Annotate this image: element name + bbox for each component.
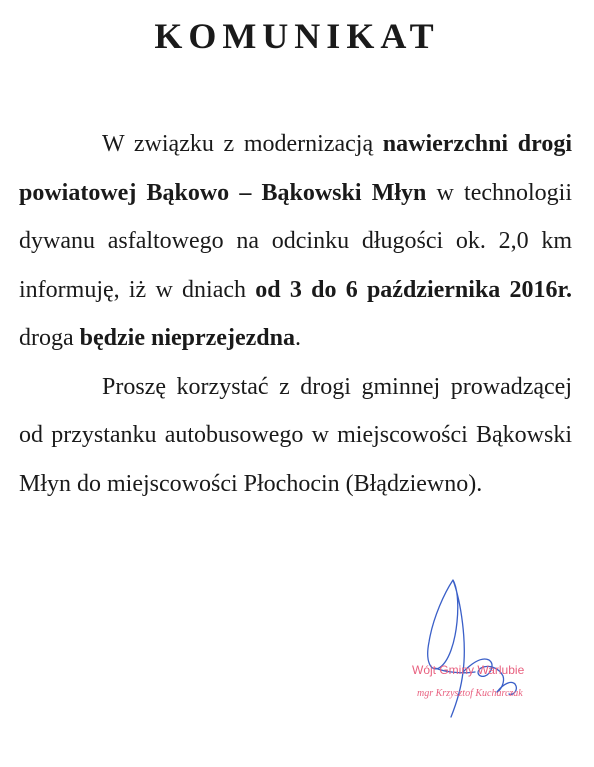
paragraph-detour: Proszę korzystać z drogi gminnej prowadzącej od przystanku autobusowego w miejscowości Bąkowski Młyn do miejscowości Płochocin (Błądziewno). [19,373,572,497]
paragraph-announcement [19,120,572,363]
paragraph1-bold-dates: od 3 do 6 października 2016r. [255,276,572,303]
stamp-name: mgr Krzysztof Kucharczak [417,688,523,699]
paragraph1-bold-road: nawierzchni drogi powiatowej Bąkowo – Bąkowski Młyn [19,131,572,206]
document-body [19,120,572,508]
document-title: KOMUNIKAT [154,16,440,56]
stamp-title: Wójt Gminy Warlubie [412,663,525,677]
paragraph1-text-3: droga [19,325,80,351]
paragraph1-text-4: . [294,325,301,351]
paragraph1-text-2: w technologii dywanu asfaltowego na odcinku długości ok. 2,0 km informuję, iż w dniach [19,179,573,303]
paragraph1-text-1: W związku z modernizacją [102,131,383,157]
paragraph1-bold-closed: będzie nieprzejezdna [79,325,295,351]
handwritten-signature [405,572,545,722]
